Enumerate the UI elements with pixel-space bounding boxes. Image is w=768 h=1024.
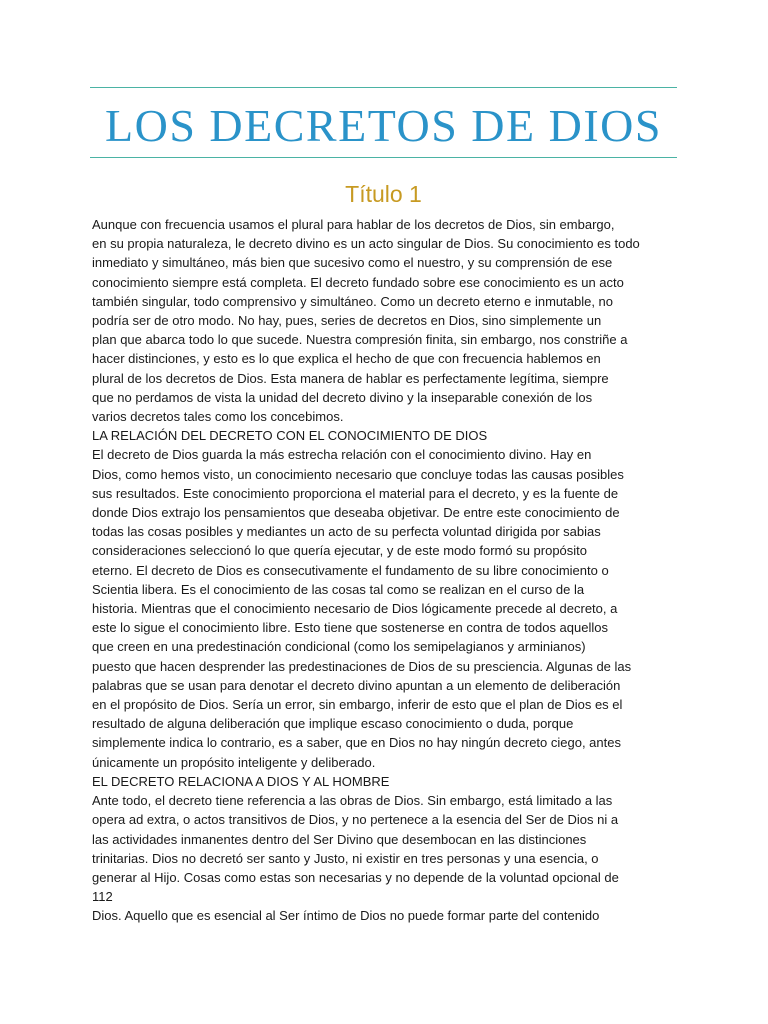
text-line: plan que abarca todo lo que sucede. Nuestra compresión finita, sin embargo, nos constriñe a (92, 332, 628, 348)
document-title: LOS DECRETOS DE DIOS (105, 100, 662, 151)
text-line: Dios, como hemos visto, un conocimiento necesario que concluye todas las causas posibles (92, 466, 624, 482)
text-line: podría ser de otro modo. No hay, pues, series de decretos en Dios, sino simplemente un (92, 313, 602, 329)
document-body (92, 215, 682, 926)
text-line: en su propia naturaleza, le decreto divino es un acto singular de Dios. Su conocimiento es todo (92, 236, 640, 252)
text-line: palabras que se usan para denotar el decreto divino apuntan a un elemento de deliberación (92, 677, 621, 693)
text-line: Dios. Aquello que es esencial al Ser íntimo de Dios no puede formar parte del contenido (92, 908, 600, 924)
text-line: sus resultados. Este conocimiento proporciona el material para el decreto, y es la fuente de (92, 485, 619, 501)
text-line: inmediato y simultáneo, más bien que sucesivo como el nuestro, y su comprensión de ese (92, 255, 613, 271)
text-line: puesto que hacen desprender las predestinaciones de Dios de su presciencia. Algunas de las (92, 658, 632, 674)
text-line: también singular, todo comprensivo y simultáneo. Como un decreto eterno e inmutable, no (92, 293, 614, 309)
text-line: resultado de alguna deliberación que implique escaso conocimiento o duda, porque (92, 716, 574, 732)
text-line: varios decretos tales como los concebimos. (92, 409, 344, 425)
section-heading: EL DECRETO RELACIONA A DIOS Y AL HOMBRE (92, 773, 390, 789)
text-line: Aunque con frecuencia usamos el plural para hablar de los decretos de Dios, sin embargo, (92, 217, 615, 232)
heading-titulo-1: Título 1 (345, 181, 422, 207)
text-line: conocimiento siempre está completa. El decreto fundado sobre ese conocimiento es un acto (92, 274, 624, 290)
title-bottom-rule (90, 157, 677, 158)
text-line: plural de los decretos de Dios. Esta manera de hablar es perfectamente legítima, siempre (92, 370, 609, 386)
text-line: El decreto de Dios guarda la más estrecha relación con el conocimiento divino. Hay en (92, 447, 592, 463)
text-line: donde Dios extrajo los pensamientos que deseaba objetivar. De entre este conocimiento de (92, 505, 620, 521)
text-line: las actividades inmanentes dentro del Ser Divino que desembocan en las distinciones (92, 831, 587, 847)
text-line: hacer distinciones, y esto es lo que explica el hecho de que con frecuencia hablemos en (92, 351, 601, 367)
text-line: historia. Mientras que el conocimiento necesario de Dios lógicamente precede al decreto, a (92, 601, 618, 617)
text-line: trinitarias. Dios no decretó ser santo y Justo, ni existir en tres personas y una esencia, o (92, 850, 599, 866)
text-line: Scientia libera. Es el conocimiento de las cosas tal como se realizan en el curso de la (92, 581, 585, 597)
text-line: únicamente un propósito inteligente y deliberado. (92, 754, 376, 770)
text-line: en el propósito de Dios. Sería un error, sin embargo, inferir de esto que el plan de Dios es el (92, 697, 623, 713)
text-line: que creen en una predestinación condicional (como los semipelagianos y arminianos) (92, 639, 586, 655)
text-line: este lo sigue el conocimiento libre. Esto tiene que sostenerse en contra de todos aquellos (92, 620, 608, 636)
text-line: opera ad extra, o actos transitivos de Dios, y no pertenece a la esencia del Ser de Dios ni a (92, 812, 619, 828)
section-heading: LA RELACIÓN DEL DECRETO CON EL CONOCIMIENTO DE DIOS (92, 428, 488, 444)
title-top-rule (90, 87, 677, 88)
page-number: 112 (92, 889, 113, 905)
text-line: todas las cosas posibles y mediantes un acto de su perfecta voluntad dirigida por sabias (92, 524, 601, 540)
text-line: eterno. El decreto de Dios es consecutivamente el fundamento de su libre conocimiento o (92, 562, 609, 578)
text-line: que no perdamos de vista la unidad del decreto divino y la inseparable conexión de los (92, 389, 593, 405)
text-line: generar al Hijo. Cosas como estas son necesarias y no depende de la voluntad opcional de (92, 869, 619, 885)
text-line: simplemente indica lo contrario, es a saber, que en Dios no hay ningún decreto ciego, antes (92, 735, 621, 751)
text-line: Ante todo, el decreto tiene referencia a las obras de Dios. Sin embargo, está limitado a las (92, 793, 613, 809)
text-line: consideraciones seleccionó lo que quería ejecutar, y de este modo formó su propósito (92, 543, 588, 559)
